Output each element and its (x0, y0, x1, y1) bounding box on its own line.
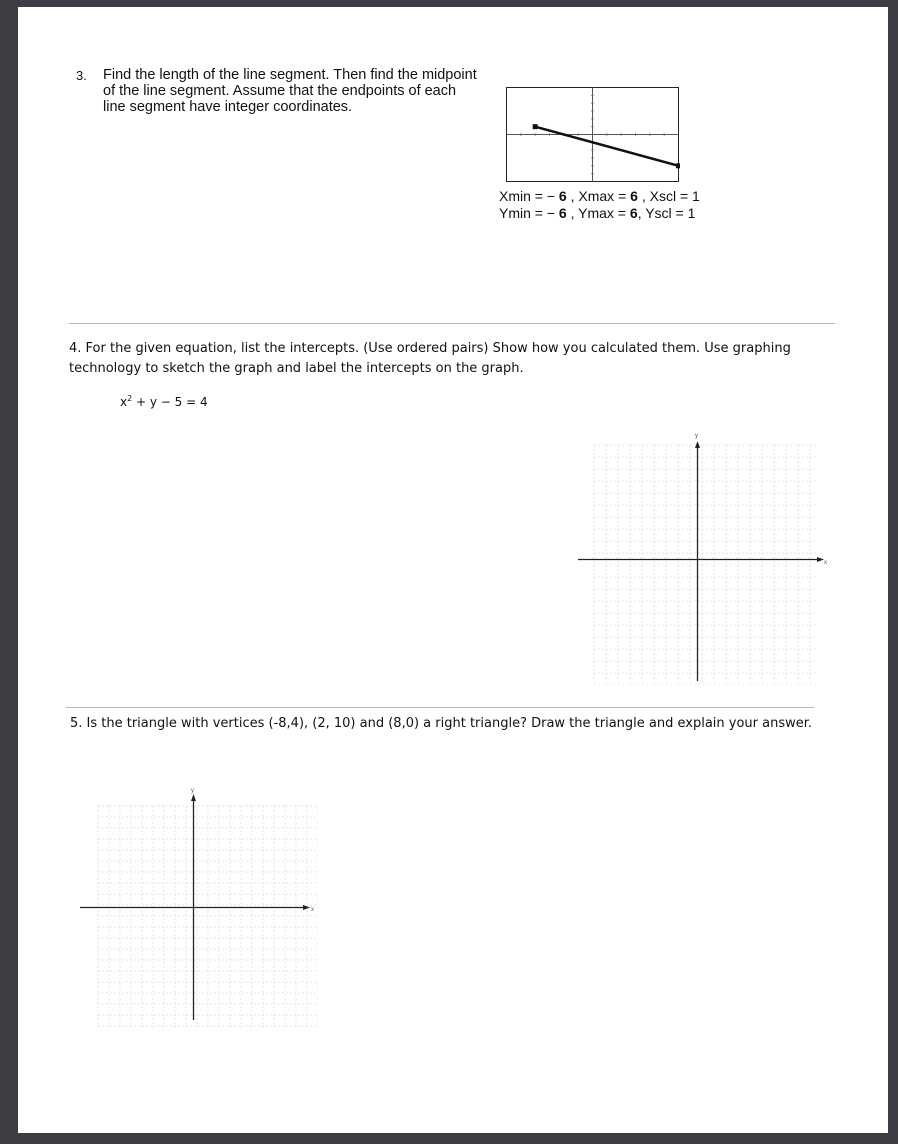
q3-y-window (499, 205, 700, 222)
q5-y-axis-label: y (191, 788, 194, 794)
q4-line-2: technology to sketch the graph and label the intercepts on the graph. (69, 361, 524, 376)
worksheet-page (18, 7, 888, 1133)
q3-line-1: Find the length of the line segment. Then find the midpoint (103, 67, 477, 83)
q4-grid-lines (594, 445, 818, 685)
q3-line-2: of the line segment. Assume that the endpoints of each (103, 83, 457, 99)
q3-question-text (103, 67, 513, 115)
q5-grid-lines (98, 806, 318, 1028)
q4-coordinate-grid (574, 429, 830, 685)
equation-exponent: 2 (127, 394, 133, 403)
q4-question-text (69, 339, 829, 379)
equation-base: x (120, 395, 128, 409)
q3-line-3: line segment have integer coordinates. (103, 99, 353, 115)
divider-q3-q4 (69, 323, 835, 324)
ymax-label: , Ymax = (570, 205, 626, 221)
xscl-label: , Xscl = 1 (641, 188, 700, 204)
q5-question-text: 5. Is the triangle with vertices (-8,4), (2, 10) and (8,0) a right triangle? Draw the triangle and explain your answer. (70, 716, 813, 731)
q5-x-axis-label: x (311, 907, 314, 913)
q3-x-window (499, 188, 700, 205)
q5-x-arrow-icon (303, 905, 310, 910)
q4-x-arrow-icon (817, 557, 824, 562)
q3-number: 3. (76, 68, 87, 83)
q4-line-1: 4. For the given equation, list the intercepts. (Use ordered pairs) Show how you calculated them. Use graphing (69, 341, 791, 356)
yscl-label: , Yscl = 1 (637, 205, 696, 221)
q4-y-axis-label: y (695, 433, 698, 439)
q5-coordinate-grid (78, 788, 318, 1028)
q3-segment-endpoint-2 (676, 163, 680, 168)
ymin-value: 6 (558, 205, 567, 221)
q4-x-axis-label: x (824, 560, 827, 566)
xmin-value: 6 (558, 188, 567, 204)
q5-y-arrow-icon (191, 794, 196, 801)
q3-window-settings (499, 188, 700, 222)
q4-equation (120, 394, 208, 409)
xmax-label: , Xmax = (570, 188, 627, 204)
ymax-value: 6 (629, 205, 638, 221)
q3-segment-endpoint-1 (533, 124, 538, 129)
equation-rest: + y − 5 = 4 (132, 395, 208, 409)
q3-calculator-screen (506, 87, 680, 183)
xmax-value: 6 (630, 188, 638, 204)
xmin-label: Xmin = − (499, 188, 556, 204)
ymin-label: Ymin = − (499, 205, 556, 221)
divider-q4-q5 (66, 707, 814, 708)
